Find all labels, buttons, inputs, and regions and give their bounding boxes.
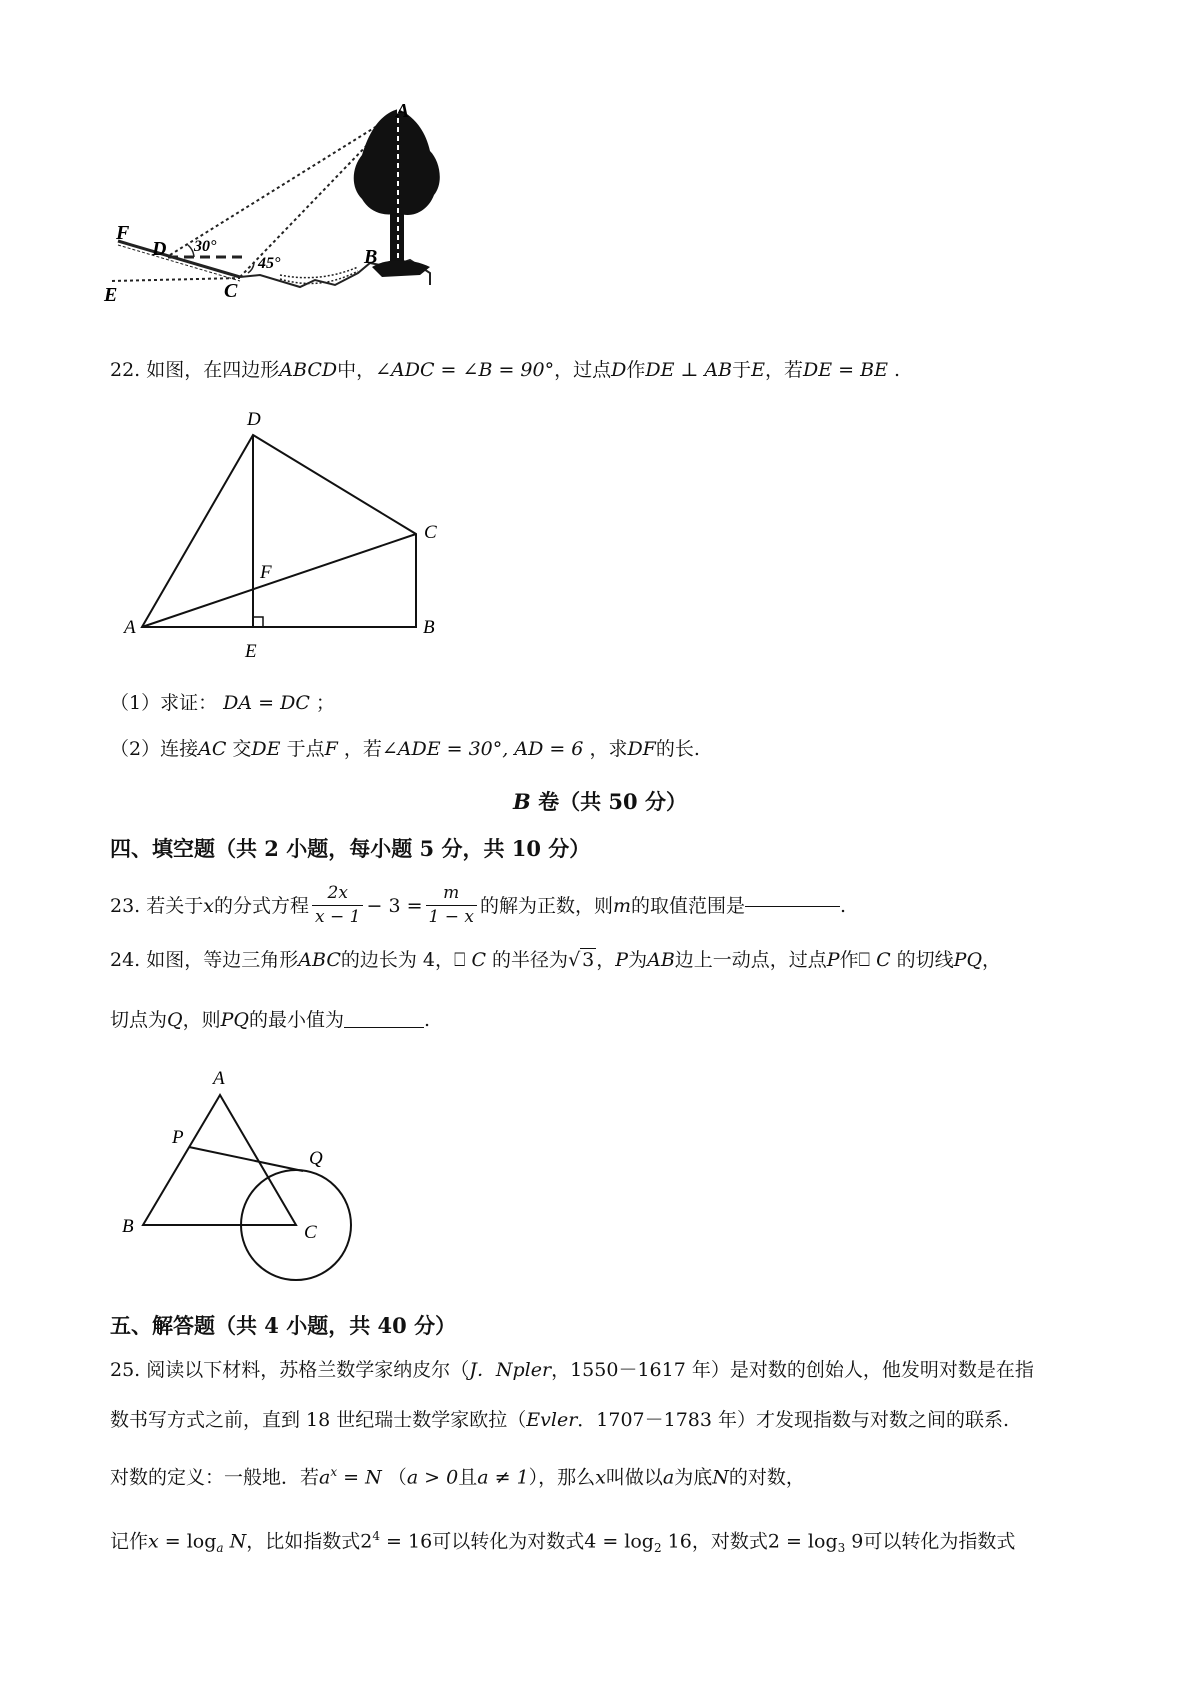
q25-line3: 对数的定义：一般地．若$a^x = N$ （a > 0且a ≠ 1），那么x叫做以a为底N的对数， [110,1465,805,1489]
section4-heading: 四、填空题（共 2 小题，每小题 5 分，共 10 分） [110,836,591,861]
q24-statement-line2: 切点为Q，则PQ的最小值为 . [110,1009,431,1031]
circle-symbol-2: ⎕ [858,949,871,971]
quad-label-c: C [424,522,437,543]
angle-45-label: 45° [258,255,281,272]
quad-label-f: F [260,562,272,583]
tree-angle-figure [100,95,450,315]
circle-symbol: ⎕ [454,949,466,971]
label-a: A [396,100,410,122]
quad-label-e: E [245,641,257,660]
q25-line4: 记作$x = \log_a N$，比如指数式$2^4 = 16$可以转化为对数式$4 = \log_2 16$，对数式$2 = \log_3 9$可以转化为指数式 [110,1529,1016,1556]
section-b-title: B 卷（共 50 分） [513,789,687,814]
q23-statement: 23. 若关于 x 的分式方程 $\frac{2x}{x - 1}$ − 3 = $\frac{m}{1 - x}$ 的解为正数，则 m 的取值范围是 . [110,883,847,927]
label-e: E [104,284,118,306]
q23-answer-blank[interactable] [745,906,840,907]
q22-part1: （1）求证： DA = DC ； [110,692,335,714]
quad-label-a: A [124,617,136,638]
quadrilateral-figure [110,405,460,660]
tri-label-c: C [304,1222,317,1243]
fraction-2x-over-x-minus-1: $\frac{2x}{x - 1}$ [312,883,363,928]
q22-statement: 22. 如图，在四边形ABCD中，∠ADC = ∠B = 90°，过点D作DE ⊥ AB于E，若DE = BE . [110,359,901,381]
triangle-circle-figure [110,1060,370,1290]
tri-label-q: Q [309,1148,323,1169]
quad-label-b: B [423,617,435,638]
label-b: B [364,246,378,268]
q22-part2: （2）连接AC 交DE 于点F ，若∠ADE = 30°, AD = 6 ，求DF的长. [110,738,700,760]
fraction-m-over-1-minus-x: $\frac{m}{1 - x}$ [426,883,477,928]
label-f: F [116,222,130,244]
label-d: D [152,238,167,260]
sqrt-icon: √ [568,949,581,971]
label-c: C [224,280,238,302]
q24-answer-blank[interactable] [344,1027,424,1028]
angle-30-label: 30° [194,238,217,255]
q25-line2: 数书写方式之前，直到 18 世纪瑞士数学家欧拉（Evler．1707－1783 年）才发现指数与对数之间的联系. [110,1409,1010,1431]
q24-statement-line1: 24. 如图，等边三角形ABC的边长为 4，⎕ C 的半径为√ 3 ，P为AB边上一动点，过点P作⎕ C 的切线PQ， [110,949,1002,971]
tri-label-a: A [213,1068,225,1089]
tri-label-b: B [122,1216,134,1237]
section5-heading: 五、解答题（共 4 小题，共 40 分） [110,1313,457,1338]
quad-label-d: D [247,409,261,430]
tri-label-p: P [172,1127,184,1148]
q25-line1: 25. 阅读以下材料，苏格兰数学家纳皮尔（J．Npler，1550－1617 年）是对数的创始人，他发明对数是在指 [110,1359,1034,1381]
